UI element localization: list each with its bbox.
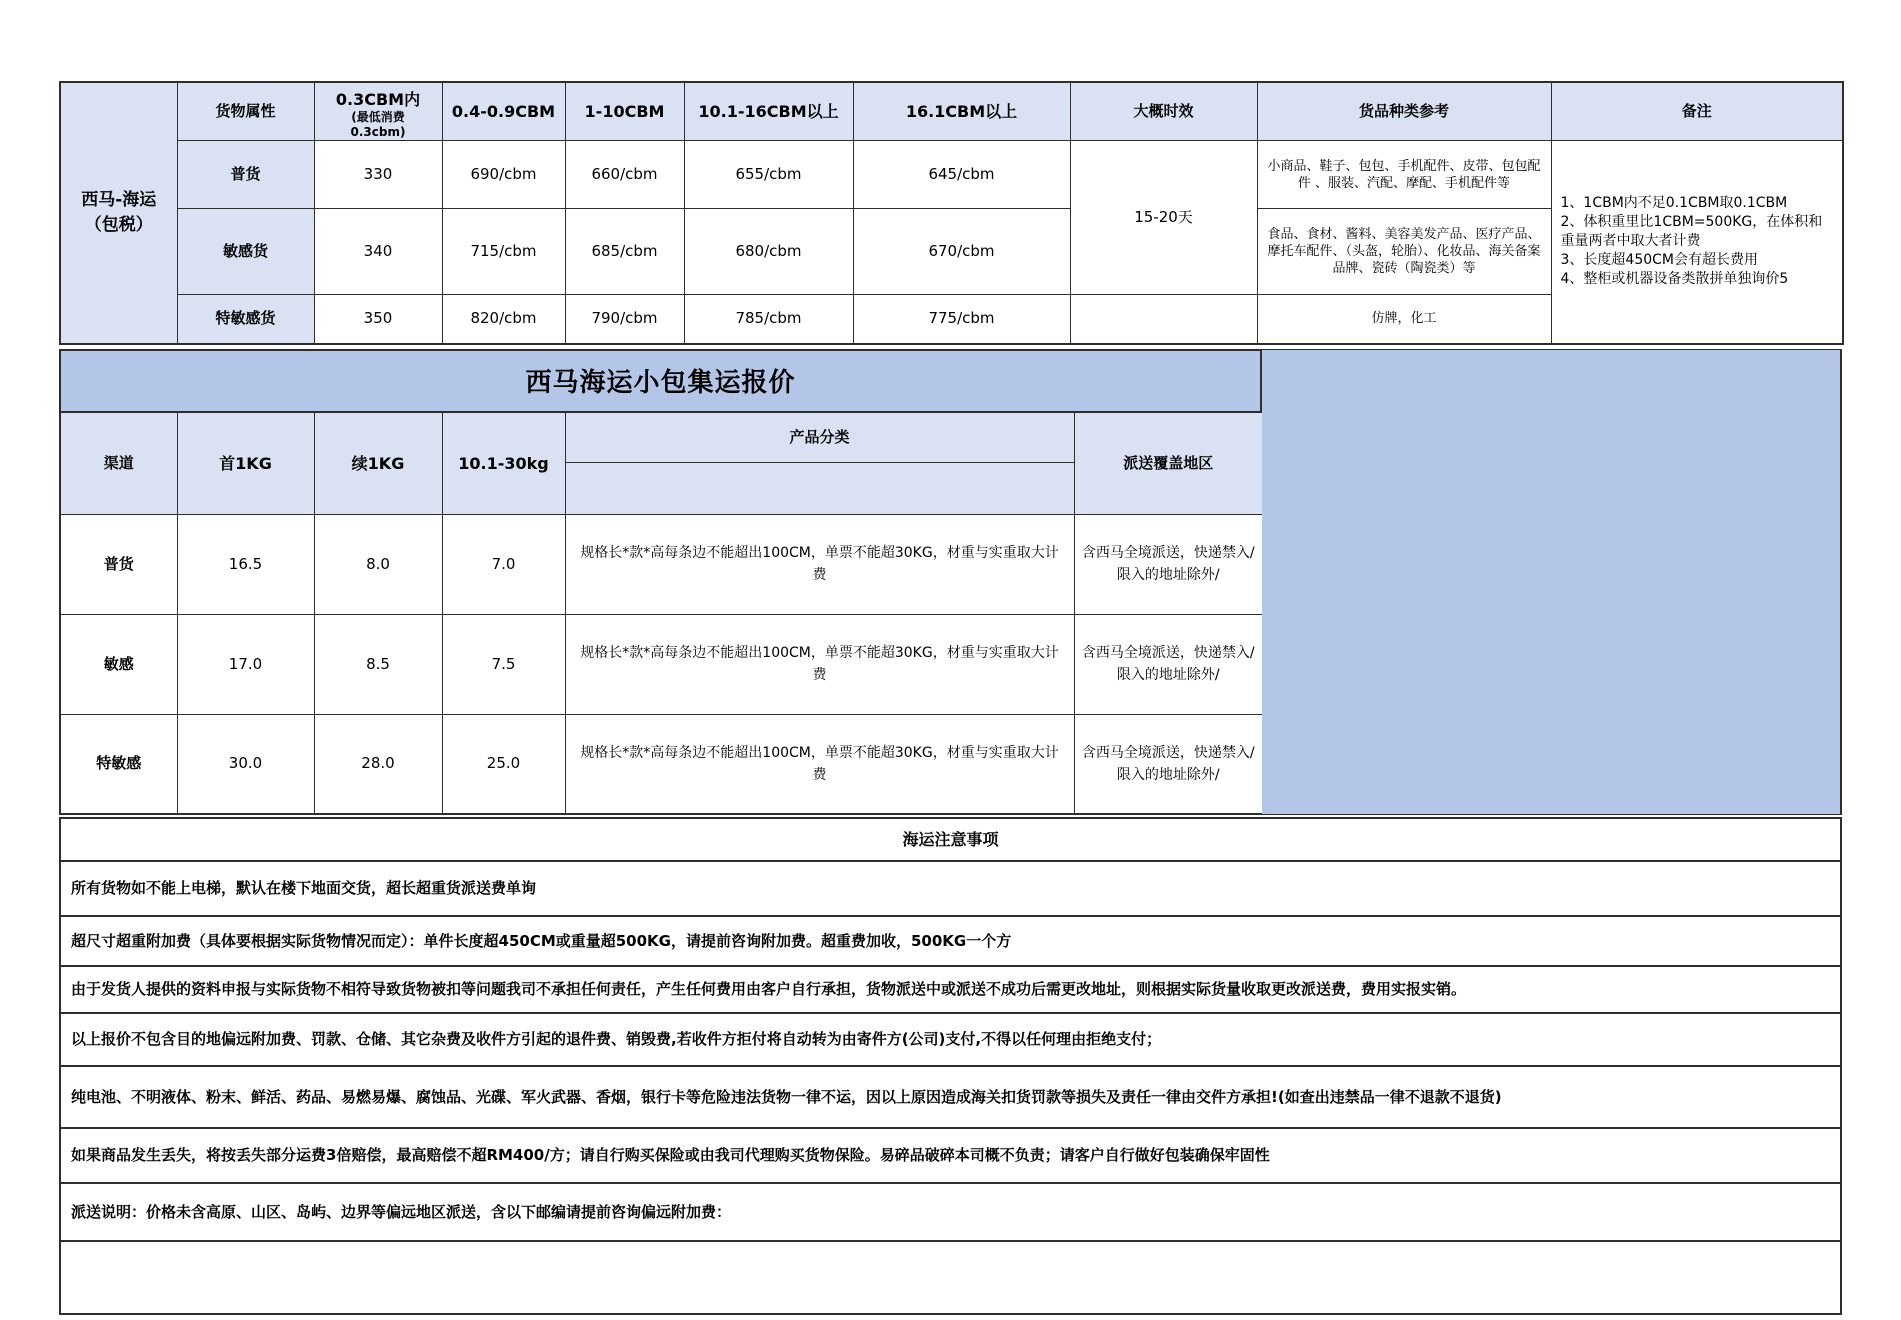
parcel-rate-cell: 7.5 <box>442 614 565 714</box>
col-header-0-4-0-9cbm: 0.4-0.9CBM <box>442 82 565 141</box>
small-parcel-rate-table <box>59 412 1264 816</box>
sheet-area <box>59 81 1844 1315</box>
rate-cell: 330 <box>314 141 442 209</box>
col-header-category: 货品种类参考 <box>1257 82 1551 141</box>
parcel-spec-cell: 规格长*款*高每条边不能超出100CM，单票不能超30KG，材重与实重取大计费 <box>565 614 1074 714</box>
note-row-7: 派送说明：价格未含高原、山区、岛屿、边界等偏远地区派送，含以下邮编请提前咨询偏远附加费： <box>60 1183 1841 1241</box>
rate-cell: 350 <box>314 295 442 344</box>
parcel-row-sensitive <box>60 614 1263 714</box>
rate-cell: 785/cbm <box>684 295 853 344</box>
delivery-time-cell: 15-20天 <box>1070 141 1257 295</box>
small-parcel-left <box>59 349 1262 816</box>
rate-cell: 655/cbm <box>684 141 853 209</box>
col-header-0-3cbm-sub: (最低消费 <box>351 110 405 124</box>
col-header-coverage: 派送覆盖地区 <box>1074 412 1263 514</box>
section-title: 西马海运小包集运报价 <box>59 349 1262 412</box>
remark-line-1: 1、1CBM内不足0.1CBM取0.1CBM <box>1560 195 1788 212</box>
sea-freight-rate-table <box>59 81 1844 345</box>
col-header-first-1kg: 首1KG <box>177 412 314 514</box>
rate-cell: 715/cbm <box>442 209 565 295</box>
parcel-rate-cell: 8.0 <box>314 514 442 614</box>
parcel-coverage-cell: 含西马全境派送，快递禁入/限入的地址除外/ <box>1074 714 1263 814</box>
note-row-empty <box>60 1241 1841 1314</box>
col-header-delivery-time: 大概时效 <box>1070 82 1257 141</box>
parcel-row-special-sensitive <box>60 714 1263 814</box>
remark-line-3: 3、长度超450CM会有超长费用 <box>1560 252 1758 269</box>
parcel-rate-cell: 17.0 <box>177 614 314 714</box>
route-tax-note: （包税） <box>84 214 153 235</box>
category-cell-sensitive: 食品、食材、酱料、美容美发产品、医疗产品、摩托车配件、（头盔，轮胎）、化妆品、海关备案品牌、瓷砖（陶瓷类）等 <box>1257 209 1551 295</box>
rate-cell: 690/cbm <box>442 141 565 209</box>
note-row-4: 以上报价不包含目的地偏远附加费、罚款、仓储、其它杂费及收件方引起的退件费、销毁费,若收件方拒付将自动转为由寄件方(公司)支付,不得以任何理由拒绝支付； <box>60 1013 1841 1066</box>
parcel-label-general: 普货 <box>60 514 177 614</box>
note-row-6: 如果商品发生丢失，将按丢失部分运费3倍赔偿，最高赔偿不超RM400/方；请自行购买保险或由我司代理购买货物保险。易碎品破碎本司概不负责；请客户自行做好包装确保牢固性 <box>60 1128 1841 1183</box>
rate-row-general <box>60 141 1843 209</box>
parcel-rate-cell: 25.0 <box>442 714 565 814</box>
rate-cell: 340 <box>314 209 442 295</box>
col-header-cargo-attribute: 货物属性 <box>177 82 314 141</box>
row-label-sensitive: 敏感货 <box>177 209 314 295</box>
col-header-10-1-16cbm: 10.1-16CBM以上 <box>684 82 853 141</box>
route-name: 西马-海运 <box>81 189 157 210</box>
rate-cell: 685/cbm <box>565 209 684 295</box>
sea-freight-notes-table <box>59 817 1842 1315</box>
rate-cell: 680/cbm <box>684 209 853 295</box>
col-header-0-3cbm-main: 0.3CBM内 <box>335 90 421 109</box>
parcel-rate-cell: 30.0 <box>177 714 314 814</box>
parcel-row-general <box>60 514 1263 614</box>
rate-cell: 670/cbm <box>853 209 1070 295</box>
remark-line-4: 4、整柜或机器设备类散拼单独询价5 <box>1560 271 1789 288</box>
col-header-1-10cbm: 1-10CBM <box>565 82 684 141</box>
category-cell-special-sensitive: 仿牌，化工 <box>1257 295 1551 344</box>
parcel-coverage-cell: 含西马全境派送，快递禁入/限入的地址除外/ <box>1074 614 1263 714</box>
parcel-rate-cell: 16.5 <box>177 514 314 614</box>
rate-cell: 775/cbm <box>853 295 1070 344</box>
rate-cell: 820/cbm <box>442 295 565 344</box>
small-parcel-section <box>59 349 1842 816</box>
route-corner-cell <box>60 82 177 344</box>
row-label-special-sensitive: 特敏感货 <box>177 295 314 344</box>
col-header-channel: 渠道 <box>60 412 177 514</box>
rate-cell: 660/cbm <box>565 141 684 209</box>
remark-cell <box>1551 141 1843 344</box>
rate-cell: 645/cbm <box>853 141 1070 209</box>
parcel-label-sensitive: 敏感 <box>60 614 177 714</box>
remark-line-2: 2、体积重里比1CBM=500KG，在体积和重量两者中取大者计费 <box>1560 214 1823 250</box>
notes-title: 海运注意事项 <box>60 818 1841 861</box>
row-label-general: 普货 <box>177 141 314 209</box>
merged-blue-cell <box>1262 349 1842 816</box>
parcel-rate-cell: 8.5 <box>314 614 442 714</box>
parcel-rate-cell: 28.0 <box>314 714 442 814</box>
parcel-rate-cell: 7.0 <box>442 514 565 614</box>
product-class-empty-subcell <box>565 462 1074 514</box>
col-header-16-1cbm: 16.1CBM以上 <box>853 82 1070 141</box>
col-header-0-3cbm-sub2: 0.3cbm) <box>350 125 406 139</box>
parcel-spec-cell: 规格长*款*高每条边不能超出100CM，单票不能超30KG，材重与实重取大计费 <box>565 714 1074 814</box>
parcel-label-special-sensitive: 特敏感 <box>60 714 177 814</box>
parcel-spec-cell: 规格长*款*高每条边不能超出100CM，单票不能超30KG，材重与实重取大计费 <box>565 514 1074 614</box>
note-row-2: 超尺寸超重附加费（具体要根据实际货物情况而定）：单件长度超450CM或重量超500KG，请提前咨询附加费。超重费加收，500KG一个方 <box>60 916 1841 966</box>
rate-cell: 790/cbm <box>565 295 684 344</box>
col-header-0-3cbm <box>314 82 442 141</box>
col-header-remark: 备注 <box>1551 82 1843 141</box>
delivery-time-empty-cell <box>1070 295 1257 344</box>
col-header-product-class: 产品分类 <box>565 412 1074 462</box>
note-row-1: 所有货物如不能上电梯，默认在楼下地面交货，超长超重货派送费单询 <box>60 861 1841 916</box>
col-header-10-1-30kg: 10.1-30kg <box>442 412 565 514</box>
parcel-coverage-cell: 含西马全境派送，快递禁入/限入的地址除外/ <box>1074 514 1263 614</box>
category-cell-general: 小商品、鞋子、包包、手机配件、皮带、包包配件 、服装、汽配、摩配、手机配件等 <box>1257 141 1551 209</box>
note-row-5: 纯电池、不明液体、粉末、鲜活、药品、易燃易爆、腐蚀品、光碟、军火武器、香烟，银行卡等危险违法货物一律不运，因以上原因造成海关扣货罚款等损失及责任一律由交件方承担!(如查出违禁品一律不退款不退货) <box>60 1066 1841 1128</box>
col-header-next-1kg: 续1KG <box>314 412 442 514</box>
note-row-3: 由于发货人提供的资料申报与实际货物不相符导致货物被扣等问题我司不承担任何责任，产生任何费用由客户自行承担，货物派送中或派送不成功后需更改地址，则根据实际货量收取更改派送费，费用实报实销。 <box>60 966 1841 1013</box>
